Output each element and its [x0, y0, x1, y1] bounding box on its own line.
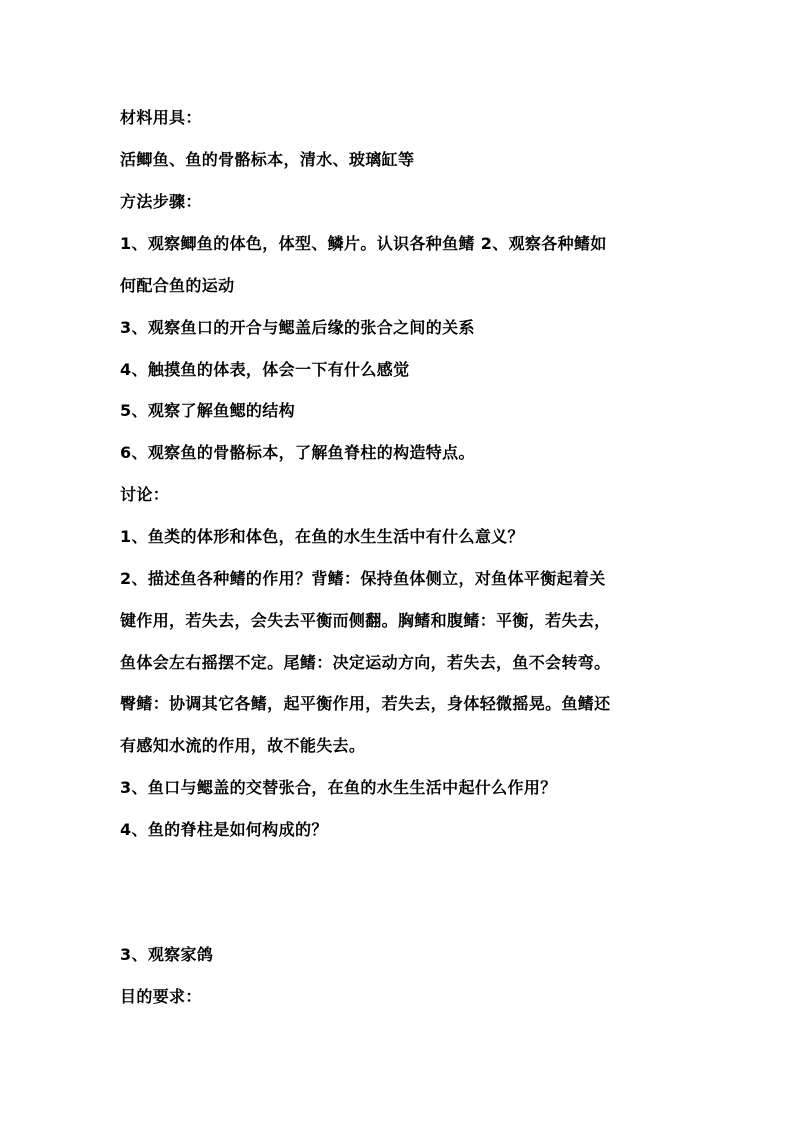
question-2-line-5: 有感知水流的作用，故不能失去。: [120, 736, 366, 755]
question-4: 4、鱼的脊柱是如何构成的？: [120, 820, 328, 839]
section-3-heading: 3、观察家鸽: [120, 945, 214, 964]
step-6: 6、观察鱼的骨骼标本，了解鱼脊柱的构造特点。: [120, 443, 475, 462]
question-2-line-4: 臀鳍：协调其它各鳍，起平衡作用，若失去，身体轻微摇晃。鱼鳍还: [120, 694, 611, 713]
step-1-line-1: 1、观察鲫鱼的体色，体型、鳞片。认识各种鱼鳍 2、观察各种鳍如: [120, 234, 607, 253]
materials-heading: 材料用具：: [120, 108, 202, 127]
question-2-line-1: 2、描述鱼各种鳍的作用？背鳍：保持鱼体侧立，对鱼体平衡起着关: [120, 569, 606, 588]
objectives-heading: 目的要求：: [120, 987, 202, 1006]
step-3: 3、观察鱼口的开合与鳃盖后缘的张合之间的关系: [120, 318, 475, 337]
question-3: 3、鱼口与鳃盖的交替张合，在鱼的水生生活中起什么作用？: [120, 778, 557, 797]
discussion-heading: 讨论：: [120, 485, 170, 504]
question-1: 1、鱼类的体形和体色，在鱼的水生生活中有什么意义？: [120, 527, 524, 546]
question-2-line-2: 键作用，若失去，会失去平衡而侧翻。胸鳍和腹鳍：平衡，若失去，: [120, 611, 611, 630]
materials-list: 活鲫鱼、鱼的骨骼标本，清水、玻璃缸等: [120, 150, 415, 169]
step-4: 4、触摸鱼的体表，体会一下有什么感觉: [120, 360, 410, 379]
method-heading: 方法步骤：: [120, 192, 202, 211]
step-5: 5、观察了解鱼鳃的结构: [120, 401, 295, 420]
question-2-line-3: 鱼体会左右摇摆不定。尾鳍：决定运动方向，若失去，鱼不会转弯。: [120, 653, 611, 672]
step-1-line-2: 何配合鱼的运动: [120, 276, 235, 295]
